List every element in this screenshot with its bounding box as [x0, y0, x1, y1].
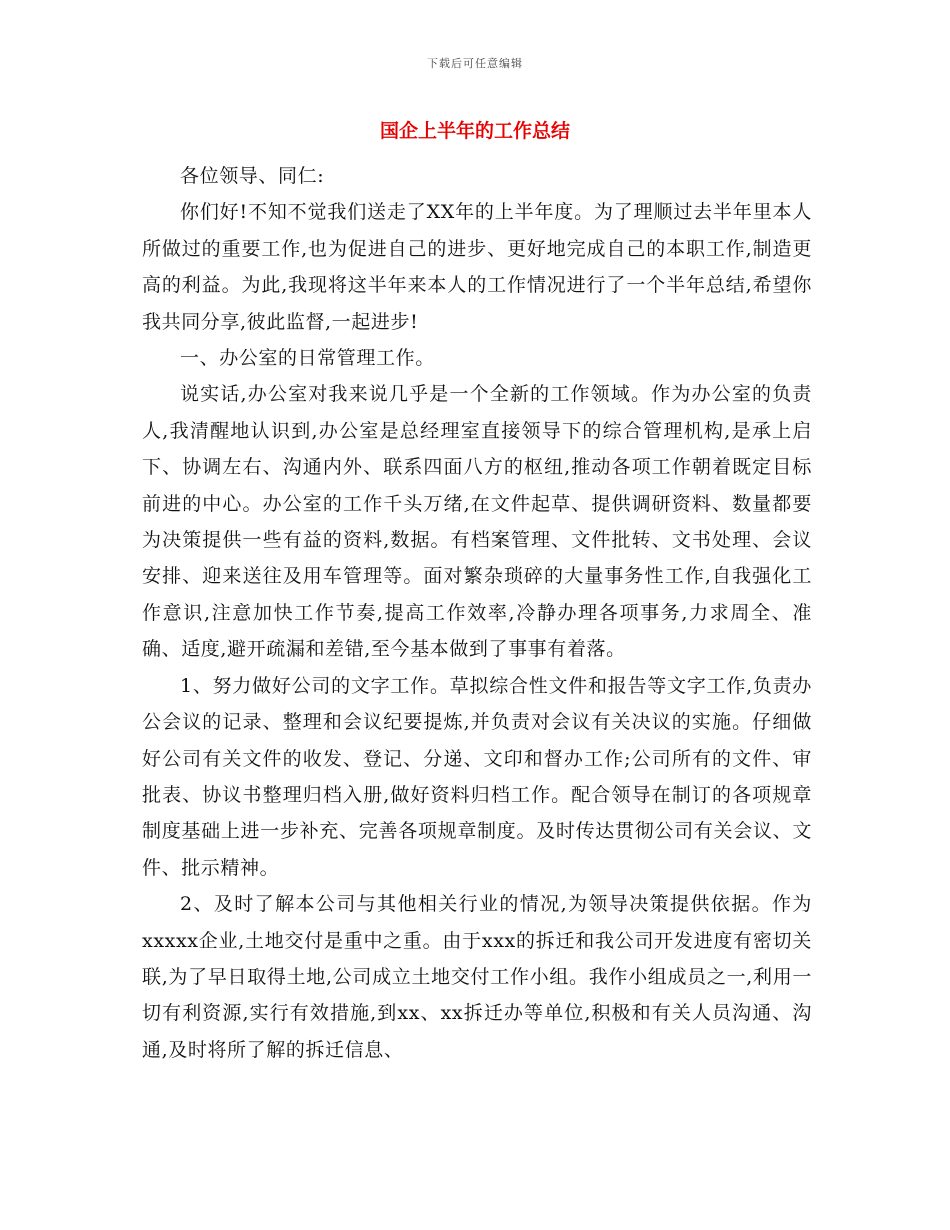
paragraph-office-overview: 说实话,办公室对我来说几乎是一个全新的工作领域。作为办公室的负责人,我清醒地认识到,办公室是总经理室直接领导下的综合管理机构,是承上启下、协调左右、沟通内外、联系四面八方的枢纽,推动各项工作朝着既定目标前进的中心。办公室的工作千头万绪,在文件起草、提供调研资料、数量都要为决策提供一些有益的资料,数据。有档案管理、文件批转、文书处理、会议安排、迎来送往及用车管理等。面对繁杂琐碎的大量事务性工作,自我强化工作意识,注意加快工作节奏,提高工作效率,冷静办理各项事务,力求周全、准确、适度,避开疏漏和差错,至今基本做到了事事有着落。: [142, 383, 812, 661]
paragraph-intro: 你们好!不知不觉我们送走了XX年的上半年度。为了理顺过去半年里本人所做过的重要工作,也为促进自己的进步、更好地完成自己的本职工作,制造更高的利益。为此,我现将这半年来本人的工作情况进行了一个半年总结,希望你我共同分享,彼此监督,一起进步!: [142, 201, 812, 333]
paragraph-item-1: 1、努力做好公司的文字工作。草拟综合性文件和报告等文字工作,负责办公会议的记录、整理和会议纪要提炼,并负责对会议有关决议的实施。仔细做好公司有关文件的收发、登记、分递、文印和督办工作;公司所有的文件、审批表、协议书整理归档入册,做好资料归档工作。配合领导在制订的各项规章制度基础上进一步补充、完善各项规章制度。及时传达贯彻公司有关会议、文件、批示精神。: [142, 674, 812, 879]
paragraph-section-heading: 一、办公室的日常管理工作。: [180, 347, 435, 370]
paragraph-salutation: 各位领导、同仁:: [180, 165, 325, 187]
document-body: [142, 158, 812, 1068]
header-note: 下载后可任意编辑: [427, 57, 523, 70]
paragraph-item-2: 2、及时了解本公司与其他相关行业的情况,为领导决策提供依据。作为xxxxx企业,土地交付是重中之重。由于xxx的拆迁和我公司开发进度有密切关联,为了早日取得土地,公司成立土地交付工作小组。我作小组成员之一,利用一切有利资源,实行有效措施,到xx、xx拆迁办等单位,积极和有关人员沟通、沟通,及时将所了解的拆迁信息、: [142, 893, 812, 1061]
document-title: 国企上半年的工作总结: [379, 120, 570, 142]
